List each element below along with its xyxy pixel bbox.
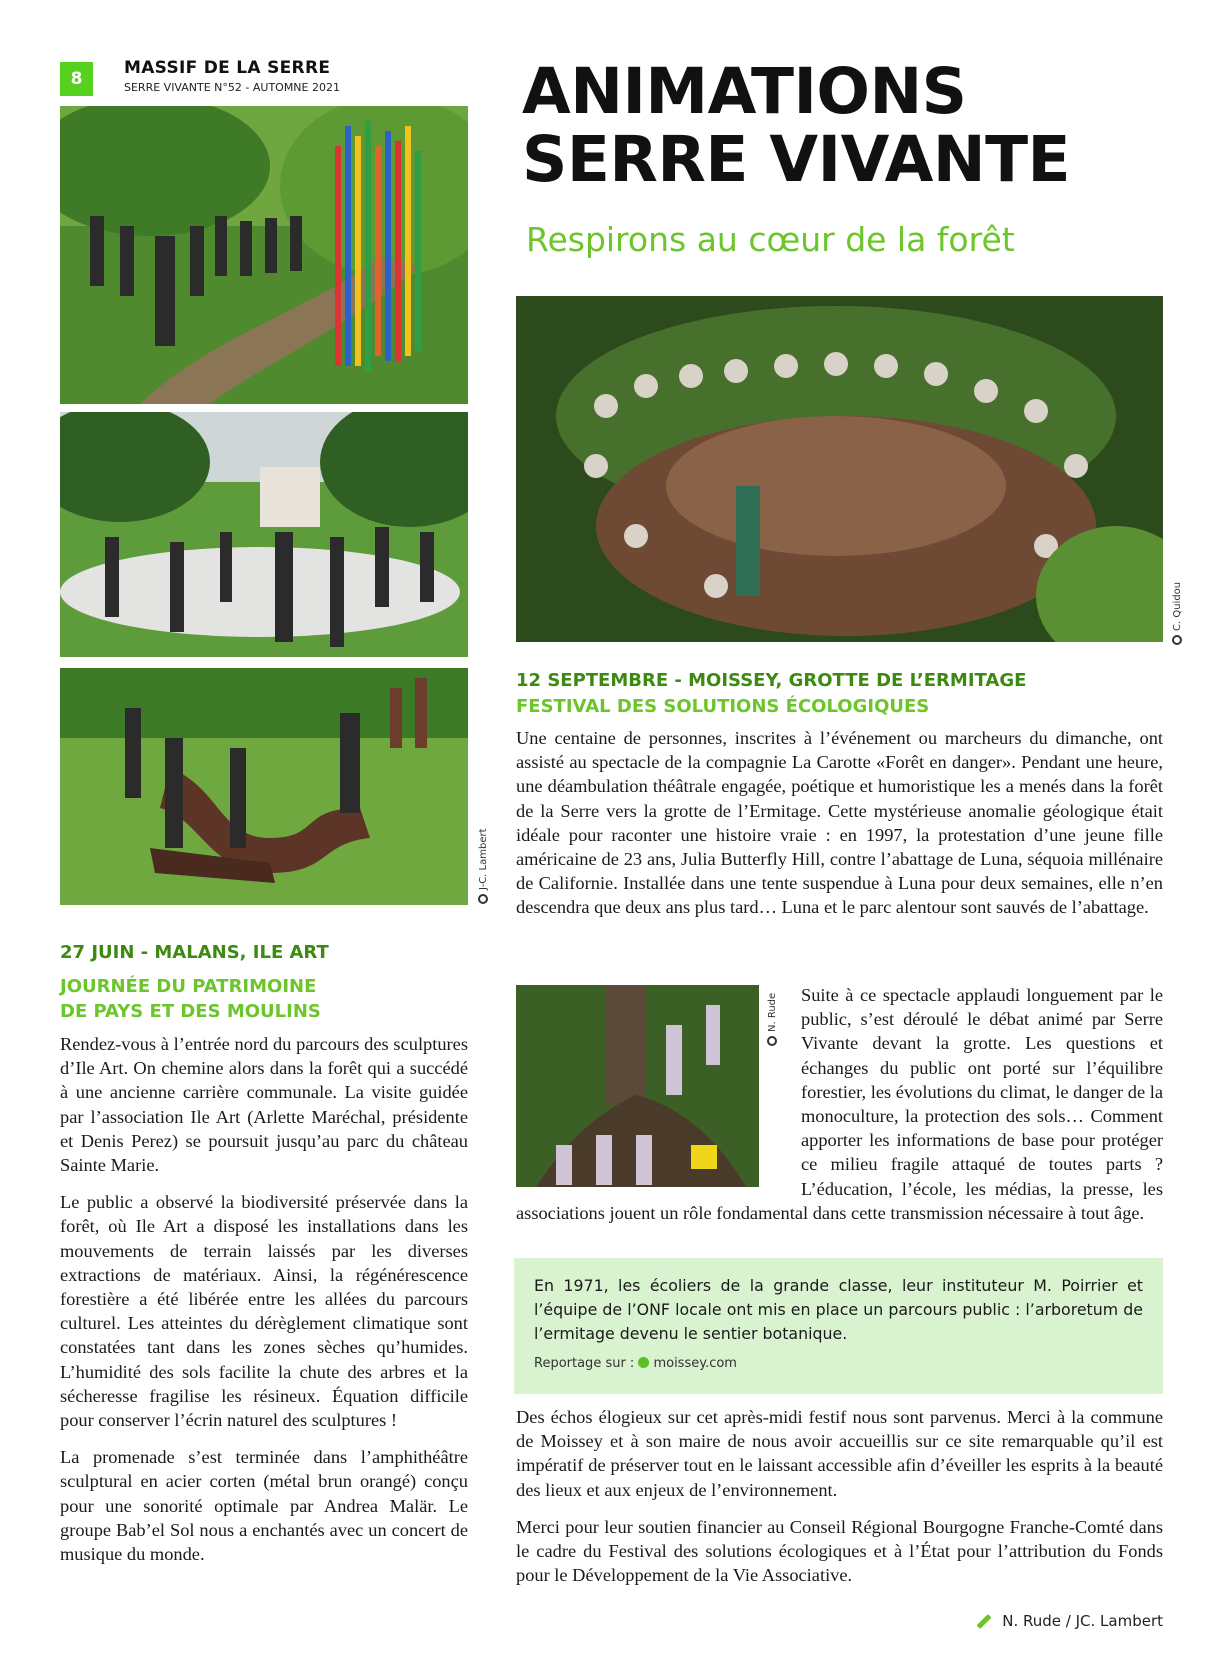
photo-corten-sculpture: [60, 668, 468, 905]
festival-heading-moissey: FESTIVAL DES SOLUTIONS ÉCOLOGIQUES: [516, 696, 930, 717]
event-heading-moissey: 12 SEPTEMBRE - MOISSEY, GROTTE DE L’ERMITAGE: [516, 670, 1027, 691]
malans-text: [60, 1032, 468, 1579]
box-text: En 1971, les écoliers de la grande classe, leur instituteur M. Poirrier et l’équipe de l’ONF locale ont mis en place un parcours public : l’arboretum de l’ermitage devenu le sentier botanique.: [534, 1276, 1143, 1343]
article-subtitle: Respirons au cœur de la forêt: [526, 220, 1015, 259]
photo-credit-top-right: C. Quidou: [1172, 582, 1183, 645]
photo-sculpture-walk: [60, 106, 468, 404]
moissey-paragraph-1: Une centaine de personnes, inscrites à l’événement ou marcheurs du dimanche, ont assisté au spectacle de la compagnie La Carotte «Forêt en danger». Pendant une heure, une déambulation théâtrale engagée, poétique et humoristique les a menés dans la forêt de la Serre vers la grotte de l’Ermitage. Cette mystérieuse anomalie géologique était idéale pour raconter une histoire vraie : en 1997, la protestation d’une jeune fille américaine de 23 ans, Julia Butterfly Hill, contre l’abattage de Luna, séquoia millénaire de Californie. Installée dans une tente suspendue à Luna pour deux semaines, elle n’en descendra que deux ans plus tard… Luna et le parc alentour sont sauvés de l’abattage.: [516, 728, 1163, 918]
moissey-link[interactable]: moissey.com: [653, 1356, 737, 1371]
globe-icon: [638, 1357, 649, 1368]
page-number: 8: [60, 62, 93, 96]
issue-label: SERRE VIVANTE N°52 - AUTOMNE 2021: [124, 81, 340, 94]
malans-paragraph-1: Rendez-vous à l’entrée nord du parcours des sculptures d’Ile Art. On chemine alors dans la forêt qui a succédé à une ancienne carrière communale. La visite guidée par l’association Ile Art (Arlette Maréchal, présidente et Denis Perez) se poursuit jusqu’au parc du château Sainte Marie.: [60, 1034, 468, 1176]
moissey-closing: [516, 1405, 1163, 1600]
photo-forest-gathering: [516, 296, 1163, 642]
pencil-icon: [977, 1614, 992, 1629]
section-name: MASSIF DE LA SERRE: [124, 58, 331, 78]
photo-credit-left: J-C. Lambert: [478, 828, 489, 904]
box-link-line: [534, 1356, 1143, 1371]
festival-heading-malans: [60, 974, 321, 1024]
camera-icon: [1172, 635, 1182, 645]
arboretum-info-box: [514, 1258, 1163, 1394]
festival-line-1: JOURNÉE DU PATRIMOINE: [60, 976, 317, 997]
event-heading-malans: 27 JUIN - MALANS, ILE ART: [60, 942, 329, 963]
photo-chateau-park: [60, 412, 468, 657]
title-line-2: SERRE VIVANTE: [522, 123, 1071, 196]
photo-credit-small: N. Rude: [767, 993, 778, 1046]
authors: N. Rude / JC. Lambert: [976, 1612, 1163, 1630]
malans-paragraph-2: Le public a observé la biodiversité préservée dans la forêt, où Ile Art a disposé les installations dans les mouvements de terrain laissés par les diverses extractions de matériaux. Ainsi, la régénérescence forestière a été libérée entre les allées du parcours culturel. Les atteintes du dérèglement climatique sont constatées tant dans les zones sèches qu’humides. L’humidité des sols facilite la chute des arbres et la sécheresse fragilise les résineux. Équation difficile pour conserver l’écrin naturel des sculptures !: [60, 1192, 468, 1431]
camera-icon: [478, 894, 488, 904]
moissey-paragraph-2: Suite à ce spectacle applaudi longuement par le public, s’est déroulé le débat animé par Serre Vivante devant la grotte. Les questions et échanges du public ont porté sur l’équilibre forestier, les évolutions du climat, le danger de la monoculture, la protection des sols… Comment apporter les informations de base pour protéger ce milieu fragile attaqué de toutes parts ? L’éducation, l’école, les médias, la presse, les associations jouent un rôle fondamental dans cette transmission nécessaire à tout âge.: [516, 985, 1163, 1223]
title-line-1: ANIMATIONS: [522, 55, 967, 128]
article-title: [522, 55, 1071, 196]
moissey-paragraph-3: Des échos élogieux sur cet après-midi festif nous sont parvenus. Merci à la commune de Moissey et à son maire de nous avoir accueillis sur ce site remarquable qu’il est impératif de préserver tout en le laissant accessible afin d’éveiller les esprits à la beauté des lieux et aux enjeux de l’environnement.: [516, 1407, 1163, 1500]
festival-line-2: DE PAYS ET DES MOULINS: [60, 1001, 321, 1022]
moissey-paragraph-4: Merci pour leur soutien financier au Conseil Régional Bourgogne Franche-Comté dans le cadre du Festival des solutions écologiques et à l’État pour l’attribution du Fonds pour le Développement de la Vie Associative.: [516, 1516, 1163, 1586]
malans-paragraph-3: La promenade s’est terminée dans l’amphithéâtre sculptural en acier corten (métal brun orangé) conçu pour une sonorité optimale par Andrea Malär. Le groupe Bab’el Sol nous a enchantés avec un concert de musique du monde.: [60, 1447, 468, 1565]
box-link-label: Reportage sur :: [534, 1356, 635, 1371]
